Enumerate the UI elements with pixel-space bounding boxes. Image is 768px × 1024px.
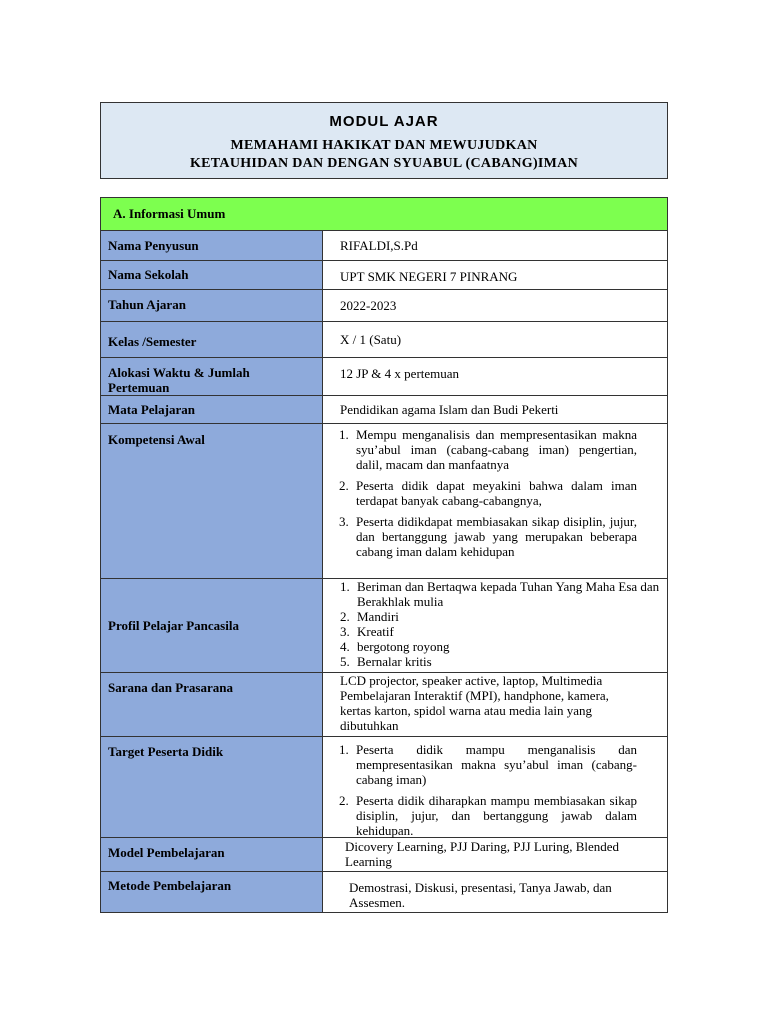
- kompetensi-list: [339, 427, 637, 559]
- row-target: [101, 737, 667, 838]
- list-item: 3. Kreatif: [340, 624, 394, 639]
- list-item: 5. Bernalar kritis: [340, 654, 432, 669]
- list-item: 2. Mandiri: [340, 609, 399, 624]
- label-kelas: Kelas /Semester: [101, 322, 323, 357]
- value-kelas: X / 1 (Satu): [340, 332, 402, 347]
- row-alokasi: [101, 358, 667, 396]
- module-subtitle-line2: KETAUHIDAN DAN DENGAN SYUABUL (CABANG)IMAN: [189, 156, 579, 171]
- row-kompetensi: [101, 424, 667, 579]
- label-mapel: Mata Pelajaran: [101, 396, 323, 423]
- list-item: 1. Beriman dan Bertaqwa kepada Tuhan Yang Maha Esa dan Berakhlak mulia: [340, 579, 660, 609]
- module-header: [100, 102, 668, 179]
- label-penyusun: Nama Penyusun: [101, 231, 323, 260]
- row-metode: [101, 872, 667, 912]
- list-item: 1. Peserta didik mampu menganalisis dan mempresentasikan makna syu’abul iman (cabang-cabang iman): [339, 742, 637, 787]
- label-model: Model Pembelajaran: [101, 838, 323, 871]
- list-item: 4. bergotong royong: [340, 639, 450, 654]
- section-title: A. Informasi Umum: [101, 198, 667, 231]
- label-tahun: Tahun Ajaran: [101, 290, 323, 321]
- label-target: Target Peserta Didik: [101, 737, 323, 837]
- label-metode: Metode Pembelajaran: [101, 872, 323, 912]
- label-alokasi: Alokasi Waktu & Jumlah Pertemuan: [101, 358, 323, 395]
- label-sarana: Sarana dan Prasarana: [101, 673, 323, 736]
- value-kompetensi: [323, 424, 667, 578]
- value-alokasi: 12 JP & 4 x pertemuan: [340, 366, 460, 381]
- module-subtitle-line1: MEMAHAMI HAKIKAT DAN MEWUJUDKAN: [230, 138, 538, 153]
- value-model: Dicovery Learning, PJJ Daring, PJJ Luring, Blended Learning: [345, 839, 620, 869]
- general-info-table: [100, 197, 668, 913]
- row-penyusun: [101, 231, 667, 261]
- value-target: [323, 737, 667, 837]
- label-profil: Profil Pelajar Pancasila: [101, 579, 323, 672]
- row-profil: [101, 579, 667, 673]
- profil-list: [340, 579, 665, 669]
- value-profil: [323, 579, 667, 672]
- label-sekolah: Nama Sekolah: [101, 261, 323, 289]
- value-sarana: LCD projector, speaker active, laptop, Multimedia Pembelajaran Interaktif (MPI), handphone, kamera, kertas karton, spidol warna atau media lain yang dibutuhkan: [340, 673, 609, 733]
- row-tahun: [101, 290, 667, 322]
- list-item: 3. Peserta didikdapat membiasakan sikap disiplin, jujur, dan bertanggung jawab yang merupakan beberapa cabang iman dalam kehidupan: [339, 514, 637, 559]
- module-title: MODUL AJAR: [329, 113, 439, 130]
- list-item: 2. Peserta didik diharapkan mampu membiasakan sikap disiplin, jujur, dan bertanggung jawab dalam kehidupan.: [339, 793, 637, 838]
- label-kompetensi: Kompetensi Awal: [101, 424, 323, 578]
- list-item: 1. Mempu menganalisis dan mempresentasikan makna syu’abul iman (cabang-cabang iman) pengertian, dalil, macam dan manfaatnya: [339, 427, 637, 472]
- row-model: [101, 838, 667, 872]
- row-sarana: [101, 673, 667, 737]
- row-sekolah: [101, 261, 667, 290]
- value-sekolah: UPT SMK NEGERI 7 PINRANG: [340, 269, 518, 284]
- row-kelas: [101, 322, 667, 358]
- list-item: 2. Peserta didik dapat meyakini bahwa dalam iman terdapat banyak cabang-cabangnya,: [339, 478, 637, 508]
- target-list: [339, 742, 637, 838]
- value-mapel: Pendidikan agama Islam dan Budi Pekerti: [340, 402, 559, 417]
- row-mapel: [101, 396, 667, 424]
- value-penyusun: RIFALDI,S.Pd: [340, 238, 418, 253]
- value-tahun: 2022-2023: [340, 298, 397, 313]
- value-metode: Demostrasi, Diskusi, presentasi, Tanya Jawab, dan Assesmen.: [349, 880, 612, 910]
